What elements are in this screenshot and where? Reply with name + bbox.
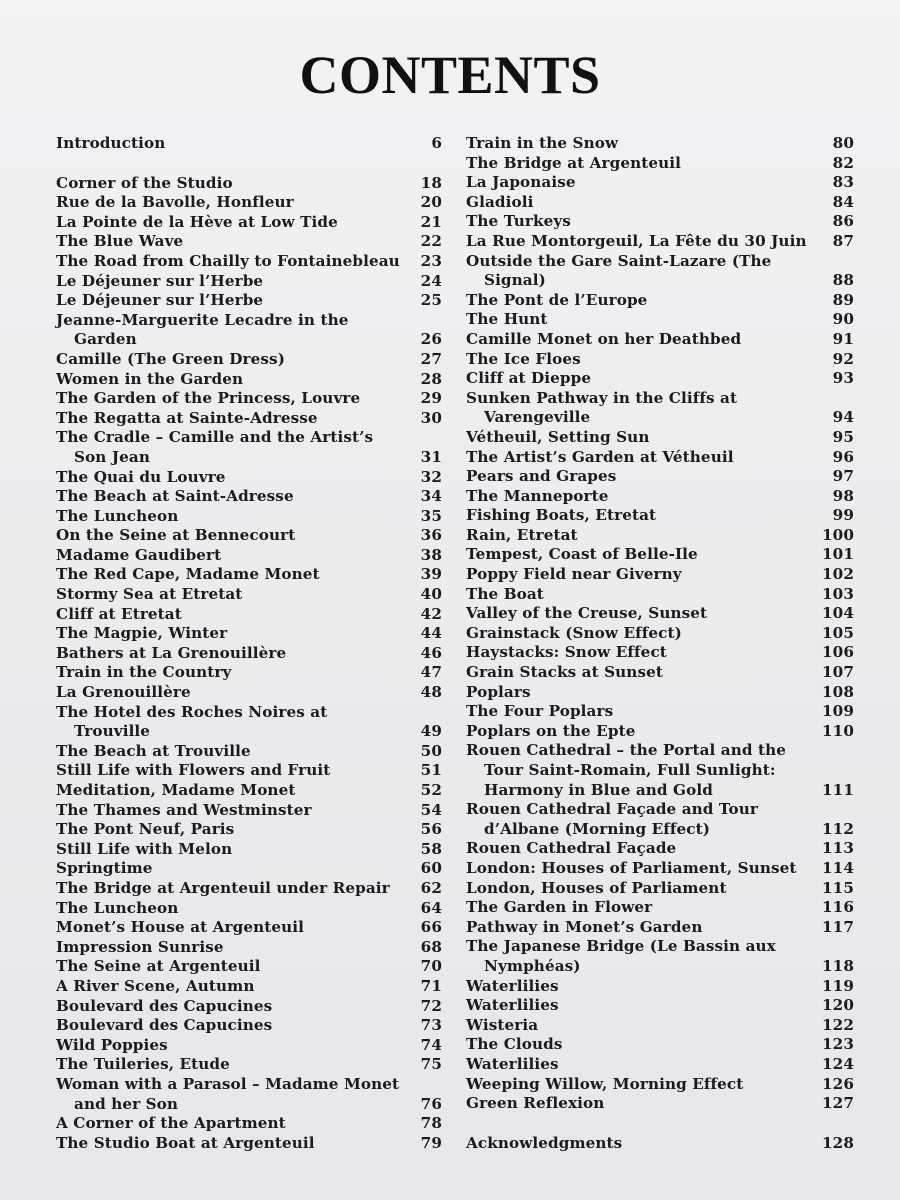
entry-title: The Studio Boat at Argenteuil (56, 1133, 315, 1152)
entry-page-number: 68 (420, 937, 442, 956)
toc-entry (466, 1016, 854, 1036)
entry-page-number: 29 (420, 389, 442, 408)
entry-page-number: 23 (420, 251, 442, 270)
toc-entry (56, 1134, 442, 1154)
entry-page-number: 87 (832, 231, 854, 250)
entry-page-number: 70 (420, 957, 442, 976)
toc-entry (466, 839, 854, 859)
entry-title: Le Déjeuner sur l’Herbe (56, 271, 264, 290)
toc-entry (56, 683, 442, 703)
entry-title: Train in the Country (56, 663, 232, 682)
entry-title: Jeanne-Marguerite Lecadre in the Garden (56, 310, 349, 349)
entry-page-number: 66 (420, 918, 442, 937)
entry-title: The Seine at Argenteuil (56, 957, 261, 976)
entry-page-number: 89 (832, 290, 854, 309)
entry-title: Stormy Sea at Etretat (56, 585, 243, 604)
entry-page-number: 115 (821, 878, 854, 897)
toc-entry (466, 722, 854, 742)
entry-title: Cliff at Dieppe (466, 369, 592, 388)
entry-page-number: 52 (420, 781, 442, 799)
toc-entry (56, 644, 442, 664)
toc-entry (466, 977, 854, 997)
toc-entry (466, 1075, 854, 1095)
entry-page-number: 101 (821, 545, 854, 564)
toc-entry (466, 545, 854, 565)
entry-page-number: 54 (420, 800, 442, 819)
entry-title: Introduction (56, 134, 166, 152)
entry-page-number: 20 (420, 193, 442, 212)
toc-entry (56, 859, 442, 879)
toc-entry (466, 702, 854, 722)
toc-entry (466, 643, 854, 663)
entry-page-number: 114 (821, 858, 854, 877)
toc-entry (56, 370, 442, 390)
toc-entry (56, 957, 442, 977)
entry-page-number: 62 (420, 878, 442, 897)
entry-page-number: 83 (832, 173, 854, 192)
entry-page-number: 78 (420, 1114, 442, 1133)
entry-page-number: 28 (420, 369, 442, 388)
entry-title: Wild Poppies (56, 1035, 168, 1054)
entry-page-number: 38 (420, 545, 442, 564)
toc-entry (56, 938, 442, 958)
toc-entry (466, 918, 854, 938)
entry-title: Pears and Grapes (466, 467, 617, 486)
entry-title: Boulevard des Capucines (56, 1016, 273, 1035)
toc-entry (56, 1036, 442, 1056)
toc-entry (466, 232, 854, 252)
toc-entry (466, 428, 854, 448)
entry-page-number: 71 (420, 976, 442, 995)
toc-entry (466, 741, 854, 800)
entry-page-number: 35 (420, 506, 442, 525)
entry-page-number: 46 (420, 643, 442, 662)
entry-page-number: 44 (420, 624, 442, 643)
toc-entry (56, 213, 442, 233)
toc-entry (466, 1035, 854, 1055)
toc-entry (466, 212, 854, 232)
entry-title: Cliff at Etretat (56, 604, 182, 623)
entry-page-number: 22 (420, 232, 442, 251)
entry-page-number: 84 (832, 192, 854, 211)
entry-title: Rouen Cathedral – the Portal and the Tour Saint-Romain, Full Sunlight: Harmony in Blue and Gold (466, 741, 787, 799)
toc-entry (56, 918, 442, 938)
toc-entry (56, 1075, 442, 1114)
toc-entry (56, 879, 442, 899)
entry-page-number: 64 (420, 898, 442, 917)
toc-entry (56, 134, 442, 154)
entry-title: The Hunt (466, 310, 548, 329)
entry-title: The Pont de l’Europe (466, 290, 648, 309)
entry-title: The Garden of the Princess, Louvre (56, 389, 361, 408)
entry-title: The Luncheon (56, 898, 179, 917)
entry-title: Grainstack (Snow Effect) (466, 623, 682, 642)
entry-title: The Bridge at Argenteuil (466, 153, 682, 172)
toc-entry (56, 761, 442, 781)
entry-page-number: 124 (821, 1054, 854, 1073)
toc-entry (466, 996, 854, 1016)
entry-title: The Artist’s Garden at Vétheuil (466, 447, 734, 466)
entry-page-number: 82 (832, 153, 854, 172)
entry-title: Haystacks: Snow Effect (466, 643, 667, 662)
entry-title: Meditation, Madame Monet (56, 781, 296, 799)
entry-page-number: 104 (821, 604, 854, 623)
toc-entry (466, 467, 854, 487)
entry-page-number: 119 (821, 976, 854, 995)
contents-column-right (466, 134, 854, 1153)
entry-page-number: 107 (821, 663, 854, 682)
entry-title: Boulevard des Capucines (56, 996, 273, 1015)
entry-title: Waterlilies (466, 996, 559, 1015)
entry-page-number: 32 (420, 467, 442, 486)
entry-page-number: 95 (832, 427, 854, 446)
entry-page-number: 6 (431, 134, 442, 152)
toc-entry (56, 507, 442, 527)
toc-entry (56, 703, 442, 742)
entry-page-number: 111 (821, 780, 854, 799)
toc-entry (56, 232, 442, 252)
entry-page-number: 93 (832, 369, 854, 388)
entry-page-number: 108 (821, 682, 854, 701)
entry-page-number: 18 (420, 173, 442, 192)
toc-entry (466, 526, 854, 546)
entry-page-number: 27 (420, 349, 442, 368)
entry-title: Weeping Willow, Morning Effect (466, 1074, 744, 1093)
entry-page-number: 47 (420, 663, 442, 682)
entry-page-number: 128 (821, 1133, 854, 1152)
entry-page-number: 109 (821, 702, 854, 721)
toc-entry (466, 1094, 854, 1114)
toc-entry (466, 879, 854, 899)
entry-title: Bathers at La Grenouillère (56, 643, 287, 662)
entry-title: Acknowledgments (466, 1133, 623, 1152)
toc-entry (56, 801, 442, 821)
entry-title: On the Seine at Bennecourt (56, 526, 296, 545)
entry-page-number: 42 (420, 604, 442, 623)
toc-entry (56, 311, 442, 350)
toc-entry (466, 448, 854, 468)
entry-page-number: 51 (420, 761, 442, 780)
entry-page-number: 112 (821, 819, 854, 838)
toc-entry (56, 624, 442, 644)
entry-title: The Luncheon (56, 506, 179, 525)
page-title: CONTENTS (299, 45, 601, 105)
entry-page-number: 102 (821, 565, 854, 584)
entry-title: The Road from Chailly to Fontainebleau (56, 251, 400, 270)
toc-entry (56, 428, 442, 467)
entry-title: London, Houses of Parliament (466, 878, 727, 897)
toc-entry (466, 859, 854, 879)
entry-page-number: 21 (420, 212, 442, 231)
entry-page-number: 80 (832, 134, 854, 152)
entry-title: London: Houses of Parliament, Sunset (466, 858, 797, 877)
entry-title: The Boat (466, 584, 544, 603)
entry-title: La Grenouillère (56, 683, 191, 702)
toc-entry (466, 487, 854, 507)
entry-title: The Thames and Westminster (56, 800, 312, 819)
entry-page-number: 34 (420, 487, 442, 506)
entry-title: Waterlilies (466, 1054, 559, 1073)
entry-page-number: 123 (821, 1035, 854, 1054)
toc-entry (56, 193, 442, 213)
toc-entry (56, 526, 442, 546)
toc-entry (466, 1134, 854, 1154)
toc-entry (466, 193, 854, 213)
entry-page-number: 56 (420, 820, 442, 839)
entry-title: Impression Sunrise (56, 937, 224, 956)
entry-page-number: 120 (821, 996, 854, 1015)
toc-entry (56, 1016, 442, 1036)
entry-title: Camille Monet on her Deathbed (466, 329, 742, 348)
entry-title: Poplars (466, 682, 531, 701)
entry-title: A River Scene, Autumn (56, 976, 255, 995)
entry-page-number: 40 (420, 585, 442, 604)
entry-title: The Manneporte (466, 486, 609, 505)
entry-page-number: 86 (832, 212, 854, 231)
entry-page-number: 79 (420, 1133, 442, 1152)
entry-title: Still Life with Flowers and Fruit (56, 761, 331, 780)
toc-entry (466, 1055, 854, 1075)
toc-entry (466, 604, 854, 624)
entry-page-number: 106 (821, 643, 854, 662)
entry-page-number: 126 (821, 1074, 854, 1093)
entry-page-number: 100 (821, 525, 854, 544)
toc-entry (56, 1055, 442, 1075)
entry-title: The Magpie, Winter (56, 624, 228, 643)
entry-page-number: 25 (420, 291, 442, 310)
entry-page-number: 26 (420, 330, 442, 349)
entry-title: La Japonaise (466, 173, 576, 192)
entry-title: The Tuileries, Etude (56, 1055, 230, 1074)
entry-title: The Beach at Saint-Adresse (56, 487, 294, 506)
entry-title: Poplars on the Epte (466, 721, 636, 740)
entry-page-number: 117 (821, 917, 854, 936)
toc-entry (466, 350, 854, 370)
entry-title: The Clouds (466, 1035, 563, 1054)
entry-title: The Pont Neuf, Paris (56, 820, 235, 839)
entry-page-number: 39 (420, 565, 442, 584)
entry-title: Outside the Gare Saint-Lazare (The Signal) (466, 251, 772, 290)
toc-entry (466, 683, 854, 703)
toc-entry (56, 1114, 442, 1134)
entry-page-number: 24 (420, 271, 442, 290)
toc-entry (466, 624, 854, 644)
entry-title: The Four Poplars (466, 702, 614, 721)
entry-title: The Turkeys (466, 212, 571, 231)
toc-entry (466, 134, 854, 154)
entry-title: La Rue Montorgeuil, La Fête du 30 Juin (466, 231, 807, 250)
toc-entry (56, 585, 442, 605)
entry-title: Women in the Garden (56, 369, 244, 388)
entry-title: Springtime (56, 859, 153, 878)
toc-entry (56, 389, 442, 409)
toc-entry (56, 174, 442, 194)
toc-entry (466, 252, 854, 291)
toc-entry (466, 330, 854, 350)
toc-entry (466, 800, 854, 839)
entry-page-number: 99 (832, 506, 854, 525)
entry-page-number: 127 (821, 1094, 854, 1113)
entry-title: The Bridge at Argenteuil under Repair (56, 878, 390, 897)
entry-title: The Beach at Trouville (56, 741, 251, 760)
toc-entry (56, 997, 442, 1017)
toc-entry (466, 310, 854, 330)
toc-entry (56, 252, 442, 272)
toc-entry (466, 173, 854, 193)
entry-title: Woman with a Parasol – Madame Monet and her Son (56, 1074, 400, 1113)
toc-entry (56, 409, 442, 429)
entry-title: Wisteria (466, 1015, 539, 1034)
toc-entry (466, 937, 854, 976)
entry-title: The Hotel des Roches Noires at Trouville (56, 702, 328, 741)
entry-page-number: 49 (420, 722, 442, 741)
entry-title: Rouen Cathedral Façade and Tour d’Albane (Morning Effect) (466, 800, 759, 838)
entry-title: Camille (The Green Dress) (56, 349, 285, 368)
entry-title: Rouen Cathedral Façade (466, 839, 677, 858)
entry-page-number: 110 (821, 721, 854, 740)
entry-title: The Regatta at Sainte-Adresse (56, 408, 318, 427)
toc-entry (56, 820, 442, 840)
toc-entry (56, 605, 442, 625)
entry-title: Madame Gaudibert (56, 545, 222, 564)
entry-page-number: 116 (821, 898, 854, 917)
entry-title: The Ice Floes (466, 349, 581, 368)
entry-page-number: 122 (821, 1015, 854, 1034)
entry-title: Green Reflexion (466, 1094, 605, 1113)
entry-page-number: 72 (420, 996, 442, 1015)
toc-entry (466, 506, 854, 526)
entry-page-number: 31 (420, 447, 442, 466)
entry-page-number: 94 (832, 408, 854, 427)
entry-page-number: 103 (821, 584, 854, 603)
entry-page-number: 75 (420, 1055, 442, 1074)
entry-title: Poppy Field near Giverny (466, 565, 682, 584)
toc-entry (56, 291, 442, 311)
entry-page-number: 90 (832, 310, 854, 329)
entry-page-number: 58 (420, 839, 442, 858)
toc-entry (466, 585, 854, 605)
entry-title: Sunken Pathway in the Cliffs at Varengeville (466, 388, 738, 427)
toc-entry (466, 389, 854, 428)
entry-page-number: 118 (821, 956, 854, 975)
toc-entry (466, 565, 854, 585)
entry-title: The Red Cape, Madame Monet (56, 565, 320, 584)
entry-page-number: 60 (420, 859, 442, 878)
toc-entry (466, 663, 854, 683)
entry-title: Monet’s House at Argenteuil (56, 918, 305, 937)
entry-page-number: 91 (832, 329, 854, 348)
entry-title: The Garden in Flower (466, 898, 653, 917)
toc-entry (56, 977, 442, 997)
toc-entry (466, 291, 854, 311)
entry-title: Rue de la Bavolle, Honfleur (56, 193, 294, 212)
entry-page-number: 36 (420, 526, 442, 545)
entry-page-number: 76 (420, 1094, 442, 1113)
toc-entry (56, 899, 442, 919)
entry-title: Vétheuil, Setting Sun (466, 427, 650, 446)
entry-title: La Pointe de la Hève at Low Tide (56, 212, 338, 231)
entry-title: Waterlilies (466, 976, 559, 995)
toc-entry (56, 565, 442, 585)
entry-page-number: 96 (832, 447, 854, 466)
toc-entry (466, 369, 854, 389)
toc-entry (56, 350, 442, 370)
contents-column-left (56, 134, 442, 1153)
entry-title: Tempest, Coast of Belle-Ile (466, 545, 698, 564)
entry-title: The Japanese Bridge (Le Bassin aux Nymphéas) (466, 937, 776, 975)
toc-entry (56, 840, 442, 860)
entry-title: Rain, Etretat (466, 525, 578, 544)
toc-entry (56, 663, 442, 683)
entry-page-number: 97 (832, 467, 854, 486)
entry-title: Corner of the Studio (56, 173, 233, 192)
entry-page-number: 105 (821, 623, 854, 642)
entry-page-number: 88 (832, 271, 854, 290)
entry-page-number: 50 (420, 741, 442, 760)
entry-title: The Quai du Louvre (56, 467, 226, 486)
toc-entry (56, 487, 442, 507)
entry-page-number: 98 (832, 486, 854, 505)
toc-entry (466, 154, 854, 174)
toc-entry (56, 272, 442, 292)
toc-entry (56, 468, 442, 488)
entry-title: Gladioli (466, 192, 534, 211)
toc-entry (56, 742, 442, 762)
entry-title: A Corner of the Apartment (56, 1114, 286, 1133)
entry-page-number: 74 (420, 1035, 442, 1054)
entry-title: Still Life with Melon (56, 839, 233, 858)
entry-title: The Cradle – Camille and the Artist’s Son Jean (56, 428, 374, 466)
entry-page-number: 30 (420, 408, 442, 427)
toc-entry (56, 546, 442, 566)
entry-page-number: 92 (832, 349, 854, 368)
entry-title: Valley of the Creuse, Sunset (466, 604, 708, 623)
entry-title: Train in the Snow (466, 134, 619, 152)
entry-title: The Blue Wave (56, 232, 184, 251)
entry-title: Grain Stacks at Sunset (466, 663, 663, 682)
entry-page-number: 113 (821, 839, 854, 858)
entry-title: Pathway in Monet’s Garden (466, 917, 703, 936)
entry-page-number: 73 (420, 1016, 442, 1035)
entry-title: Fishing Boats, Etretat (466, 506, 657, 525)
toc-entry (56, 781, 442, 801)
entry-page-number: 48 (420, 683, 442, 702)
toc-entry (466, 898, 854, 918)
entry-title: Le Déjeuner sur l’Herbe (56, 291, 264, 310)
